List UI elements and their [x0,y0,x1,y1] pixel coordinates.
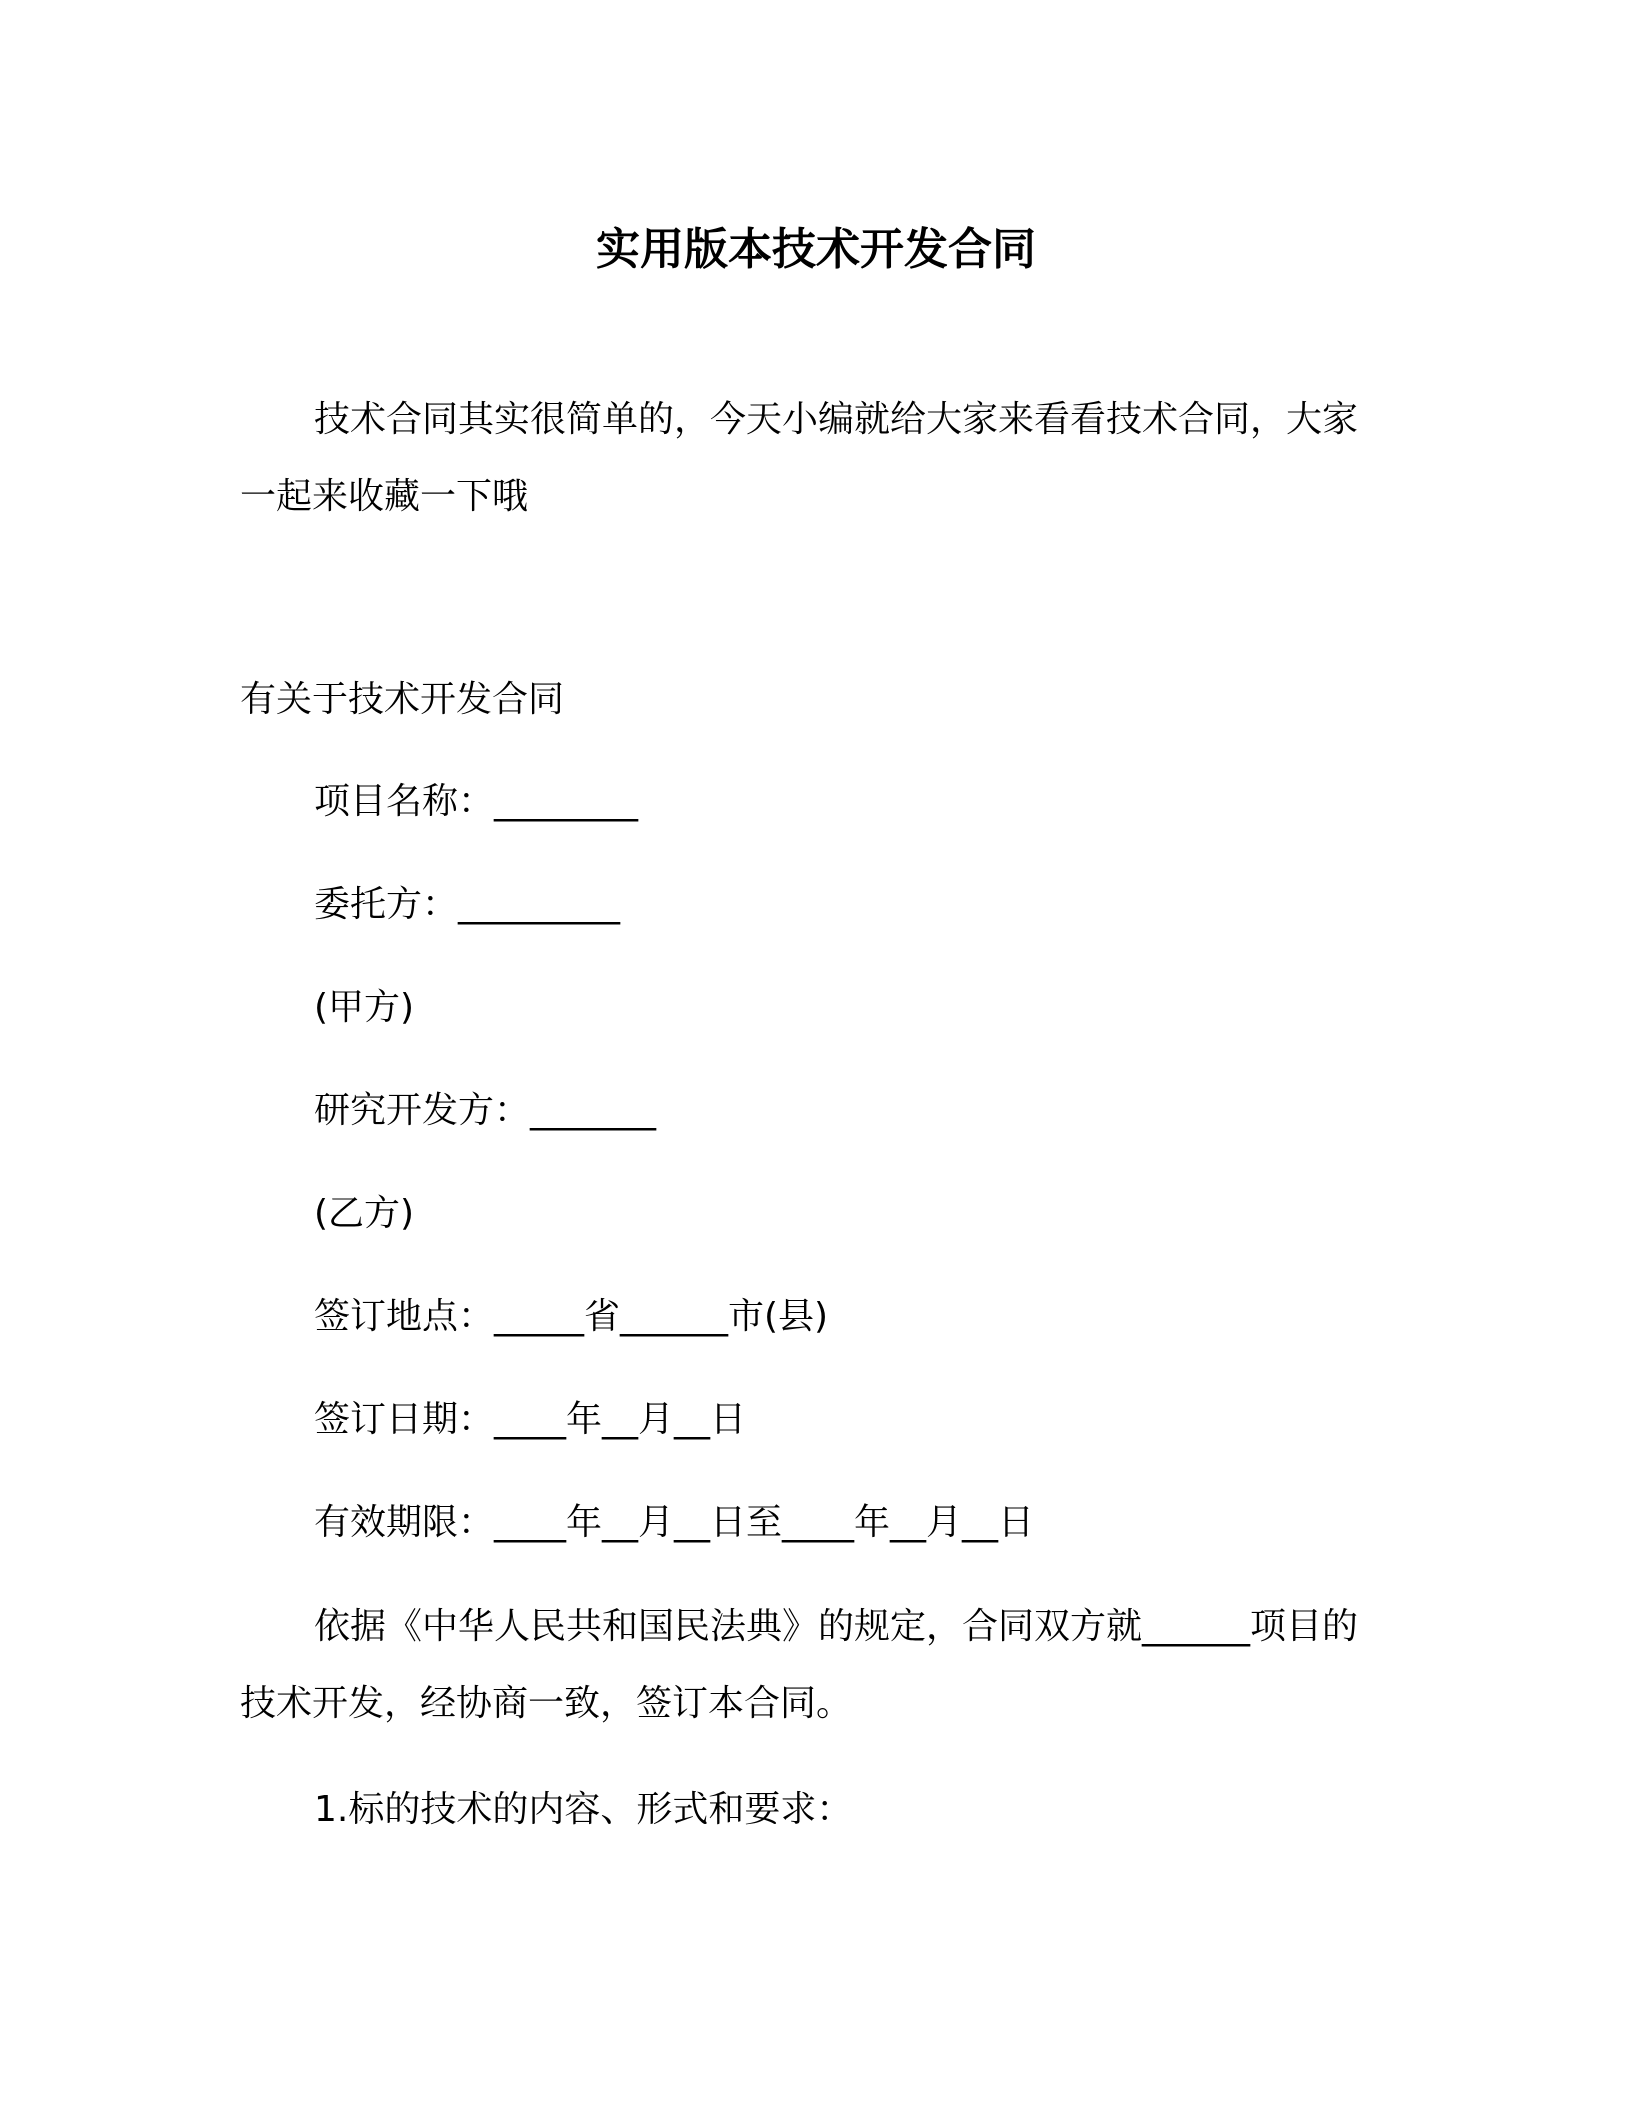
party-b-label: (乙方) [314,1193,415,1234]
basis-paragraph: 依据《中华人民共和国民法典》的规定，合同双方就______项目的技术开发，经协商一致，签订本合同。 [240,1606,1359,1724]
client-field: 委托方：_________ [314,884,621,925]
validity-period-field: 有效期限：____年__月__日至____年__月__日 [314,1502,1035,1543]
document-title: 实用版本技术开发合同 [596,224,1036,275]
party-a-label: (甲方) [314,987,415,1028]
clause-1-heading: 1.标的技术的内容、形式和要求： [314,1789,853,1830]
developer-field: 研究开发方：_______ [314,1090,657,1131]
section-heading: 有关于技术开发合同 [240,679,565,720]
signing-date-field: 签订日期：____年__月__日 [314,1399,747,1440]
project-name-field: 项目名称：________ [314,781,639,822]
signing-place-field: 签订地点：_____省______市(县) [314,1296,829,1337]
intro-paragraph: 技术合同其实很简单的，今天小编就给大家来看看技术合同，大家一起来收藏一下哦 [240,399,1359,517]
